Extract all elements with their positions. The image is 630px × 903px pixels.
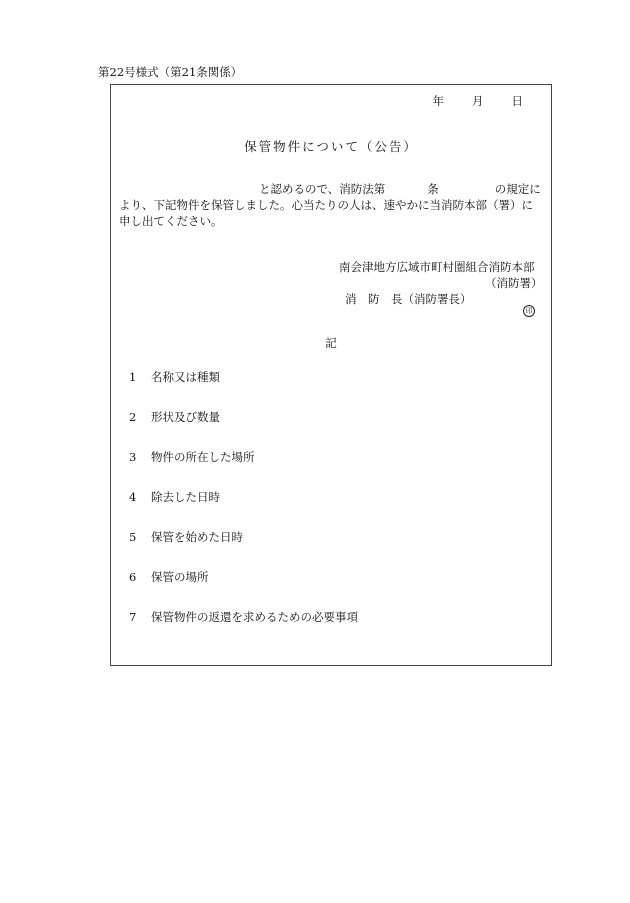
item-number: 5 [129, 530, 137, 544]
list-item [129, 569, 358, 609]
list-item [129, 409, 358, 449]
body-line-3: 申し出てください。 [119, 214, 223, 228]
list-item [129, 449, 358, 489]
item-label: 形状及び数量 [151, 410, 220, 424]
body-part-3: の規定に [494, 182, 541, 196]
item-list [129, 369, 358, 649]
list-item [129, 609, 358, 649]
body-line-1 [119, 181, 543, 197]
issuer-chief: 消 防 長（消防署長） [345, 292, 472, 306]
form-number: 第22号様式（第21条関係） [98, 65, 243, 79]
item-number: 6 [129, 570, 137, 584]
item-number: 1 [129, 370, 137, 384]
body-part-1: と認めるので、消防法第 [259, 182, 386, 196]
notice-frame [110, 84, 552, 666]
date-day: 日 [511, 94, 523, 108]
date-year: 年 [432, 94, 444, 108]
item-number: 7 [129, 610, 137, 624]
seal-mark: 印 [523, 305, 535, 317]
list-item [129, 529, 358, 569]
item-label: 名称又は種類 [151, 370, 220, 384]
item-number: 4 [129, 490, 137, 504]
body-part-2: 条 [427, 182, 439, 196]
body-line-2: より、下記物件を保管しました。心当たりの人は、速やかに当消防本部（署）に [119, 198, 533, 212]
item-number: 3 [129, 450, 137, 464]
item-label: 保管の場所 [151, 570, 209, 584]
date-month: 月 [472, 94, 484, 108]
list-item [129, 489, 358, 529]
notice-body [119, 181, 543, 229]
item-number: 2 [129, 410, 137, 424]
issuer-organization: 南会津地方広域市町村圏組合消防本部 [339, 260, 535, 274]
date-line [433, 93, 524, 109]
ki-heading: 記 [325, 336, 337, 350]
list-item [129, 369, 358, 409]
issuer-station: （消防署） [485, 276, 543, 290]
item-label: 物件の所在した場所 [151, 450, 255, 464]
item-label: 保管物件の返還を求めるための必要事項 [151, 610, 358, 624]
item-label: 除去した日時 [151, 490, 220, 504]
document-title: 保管物件について（公告） [244, 139, 418, 154]
item-label: 保管を始めた日時 [151, 530, 243, 544]
issuer-block [339, 259, 543, 307]
